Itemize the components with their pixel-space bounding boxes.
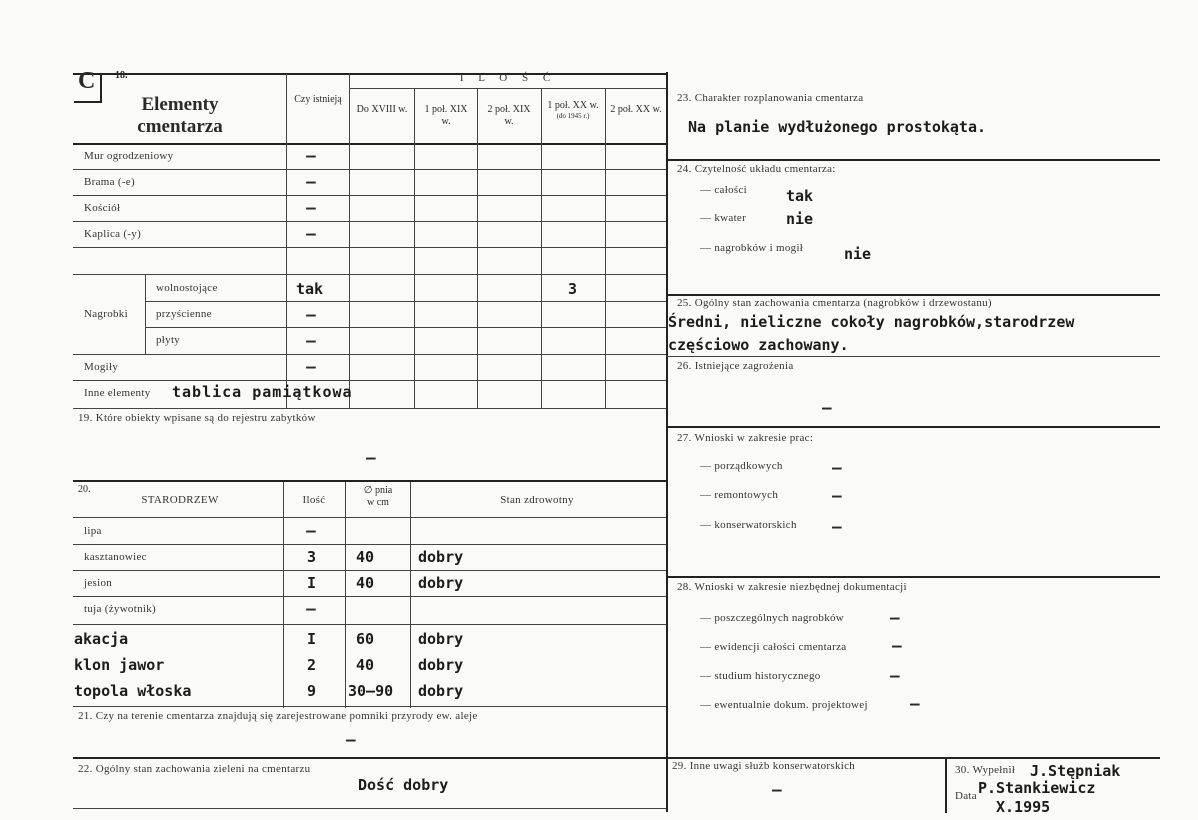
- row-inne-value: tablica pamiątkowa: [172, 383, 353, 401]
- s20-header-health: Stan zdrowotny: [500, 494, 574, 506]
- header-ilosc: I L O Ś Ć: [459, 72, 557, 84]
- row-kaplica-label: Kaplica (-y): [84, 228, 142, 240]
- section-title: [110, 94, 250, 138]
- s27-item-2-label: — remontowych: [700, 489, 779, 501]
- s27-item-2-value: —: [832, 486, 842, 505]
- s29-value: —: [772, 780, 782, 799]
- s24-item-1-label: — całości: [700, 184, 747, 196]
- tree-row-5-name: akacja: [74, 630, 129, 648]
- s20-header-count: Ilość: [302, 494, 326, 506]
- tree-row-3-count: I: [307, 574, 317, 592]
- s26-value: —: [822, 398, 832, 417]
- s21-value: —: [346, 730, 356, 749]
- s24-item-1-value: tak: [786, 187, 814, 205]
- row-kosciol-exists: —: [306, 198, 316, 217]
- tree-row-3-health: dobry: [418, 574, 464, 592]
- header-col-4: [543, 100, 603, 122]
- s27-item-3-value: —: [832, 517, 842, 536]
- s26-label: 26. Istniejące zagrożenia: [677, 360, 794, 372]
- s28-item-1-value: —: [890, 608, 900, 627]
- s20-header-diam: [346, 485, 410, 509]
- tree-row-6-health: dobry: [418, 656, 464, 674]
- s29-label: 29. Inne uwagi służb konserwatorskich: [672, 760, 856, 772]
- s28-item-4-label: — ewentualnie dokum. projektowej: [700, 699, 868, 711]
- row-brama-label: Brama (-e): [84, 176, 135, 188]
- row-inne-label: Inne elementy: [84, 387, 151, 399]
- row-przysc-label: przyścienne: [156, 308, 212, 320]
- s21-label: 21. Czy na terenie cmentarza znajdują się zarejestrowane pomniki przyrody ew. aleje: [78, 710, 478, 722]
- s27-item-1-value: —: [832, 458, 842, 477]
- s22-label: 22. Ogólny stan zachowania zieleni na cmentarzu: [78, 763, 311, 775]
- tree-row-3-diam: 40: [356, 574, 375, 592]
- s30-name-1: J.Stępniak: [1030, 762, 1121, 780]
- s20-header-diam-label: ∅ pnia: [363, 485, 393, 496]
- s28-item-3-value: —: [890, 666, 900, 685]
- s19-label: 19. Które obiekty wpisane są do rejestru zabytków: [78, 412, 316, 424]
- tree-row-5-diam: 60: [356, 630, 375, 648]
- title-line-1: Elementy: [141, 94, 219, 115]
- tree-row-2-diam: 40: [356, 548, 375, 566]
- tree-row-5-count: I: [307, 630, 317, 648]
- s23-label: 23. Charakter rozplanowania cmentarza: [677, 92, 864, 104]
- row-wolno-xx1: 3: [568, 280, 578, 298]
- s28-label: 28. Wnioski w zakresie niezbędnej dokumentacji: [677, 581, 907, 593]
- s24-item-3-value: nie: [844, 245, 872, 263]
- s24-item-2-value: nie: [786, 210, 814, 228]
- header-exists: Czy istnieją: [294, 94, 342, 105]
- s24-item-2-label: — kwater: [700, 212, 747, 224]
- s20-header-name: STARODRZEW: [141, 494, 219, 506]
- tree-row-2-name: kasztanowiec: [84, 551, 147, 563]
- s28-item-4-value: —: [910, 694, 920, 713]
- tree-row-2-health: dobry: [418, 548, 464, 566]
- tree-row-7-name: topola włoska: [74, 682, 192, 700]
- row-nagrobki-label: Nagrobki: [84, 308, 128, 320]
- row-mogily-exists: —: [306, 357, 316, 376]
- tree-row-1-name: lipa: [84, 525, 102, 537]
- tree-row-1-count: —: [306, 521, 316, 540]
- s28-item-3-label: — studium historycznego: [700, 670, 821, 682]
- s20-header-diam-unit: w cm: [367, 497, 389, 508]
- tree-row-7-count: 9: [307, 682, 317, 700]
- row-wolno-exists: tak: [296, 280, 324, 298]
- tree-row-3-name: jesion: [84, 577, 113, 589]
- s20-number: 20.: [78, 484, 91, 495]
- s30-label: 30. Wypełnił: [955, 764, 1016, 776]
- s25-label: 25. Ogólny stan zachowania cmentarza (nagrobków i drzewostanu): [677, 297, 992, 309]
- s28-item-2-value: —: [892, 636, 902, 655]
- header-col-4-label: 1 poł. XX w.: [547, 100, 599, 111]
- title-line-2: cmentarza: [137, 116, 223, 137]
- s27-item-3-label: — konserwatorskich: [700, 519, 797, 531]
- s28-item-2-label: — ewidencji całości cmentarza: [700, 641, 847, 653]
- header-col-4-note: (do 1945 r.): [556, 112, 590, 120]
- header-col-2: 1 poł. XIX w.: [424, 104, 468, 127]
- row-kosciol-label: Kościół: [84, 202, 121, 214]
- tree-row-2-count: 3: [307, 548, 317, 566]
- s30-date-label: Data: [955, 790, 977, 802]
- tree-row-7-diam: 30–90: [348, 682, 394, 700]
- s23-value: Na planie wydłużonego prostokąta.: [688, 118, 987, 136]
- s30-name-2: P.Stankiewicz: [978, 779, 1096, 797]
- row-plyty-label: płyty: [156, 334, 181, 346]
- s25-line-2: częściowo zachowany.: [668, 336, 849, 354]
- tree-row-4-count: —: [306, 599, 316, 618]
- row-mur-label: Mur ogrodzeniowy: [84, 150, 174, 162]
- header-col-5: 2 poł. XX w.: [610, 104, 662, 115]
- row-mogily-label: Mogiły: [84, 361, 119, 373]
- tree-row-5-health: dobry: [418, 630, 464, 648]
- tree-row-6-count: 2: [307, 656, 317, 674]
- tree-row-6-name: klon jawor: [74, 656, 165, 674]
- header-col-1: Do XVIII w.: [356, 104, 408, 115]
- row-brama-exists: —: [306, 172, 316, 191]
- s24-label: 24. Czytelność układu cmentarza:: [677, 163, 836, 175]
- s19-value: —: [366, 448, 376, 467]
- s25-line-1: Średni, nieliczne cokoły nagrobków,starodrzew: [668, 313, 1075, 331]
- tree-row-7-health: dobry: [418, 682, 464, 700]
- s22-value: Dość dobry: [358, 776, 449, 794]
- tree-row-4-name: tuja (żywotnik): [84, 603, 157, 615]
- s24-item-3-label: — nagrobków i mogił: [700, 242, 804, 254]
- row-przysc-exists: —: [306, 305, 316, 324]
- section-letter: C: [78, 68, 96, 94]
- s27-item-1-label: — porządkowych: [700, 460, 783, 472]
- row-kaplica-exists: —: [306, 224, 316, 243]
- header-col-3: 2 poł. XIX w.: [487, 104, 531, 127]
- tree-row-6-diam: 40: [356, 656, 375, 674]
- row-mur-exists: —: [306, 146, 316, 165]
- s30-date: X.1995: [996, 798, 1051, 816]
- section-number: 18.: [115, 70, 128, 81]
- s28-item-1-label: — poszczególnych nagrobków: [700, 612, 845, 624]
- s27-label: 27. Wnioski w zakresie prac:: [677, 432, 814, 444]
- row-plyty-exists: —: [306, 331, 316, 350]
- row-wolno-label: wolnostojące: [156, 282, 218, 294]
